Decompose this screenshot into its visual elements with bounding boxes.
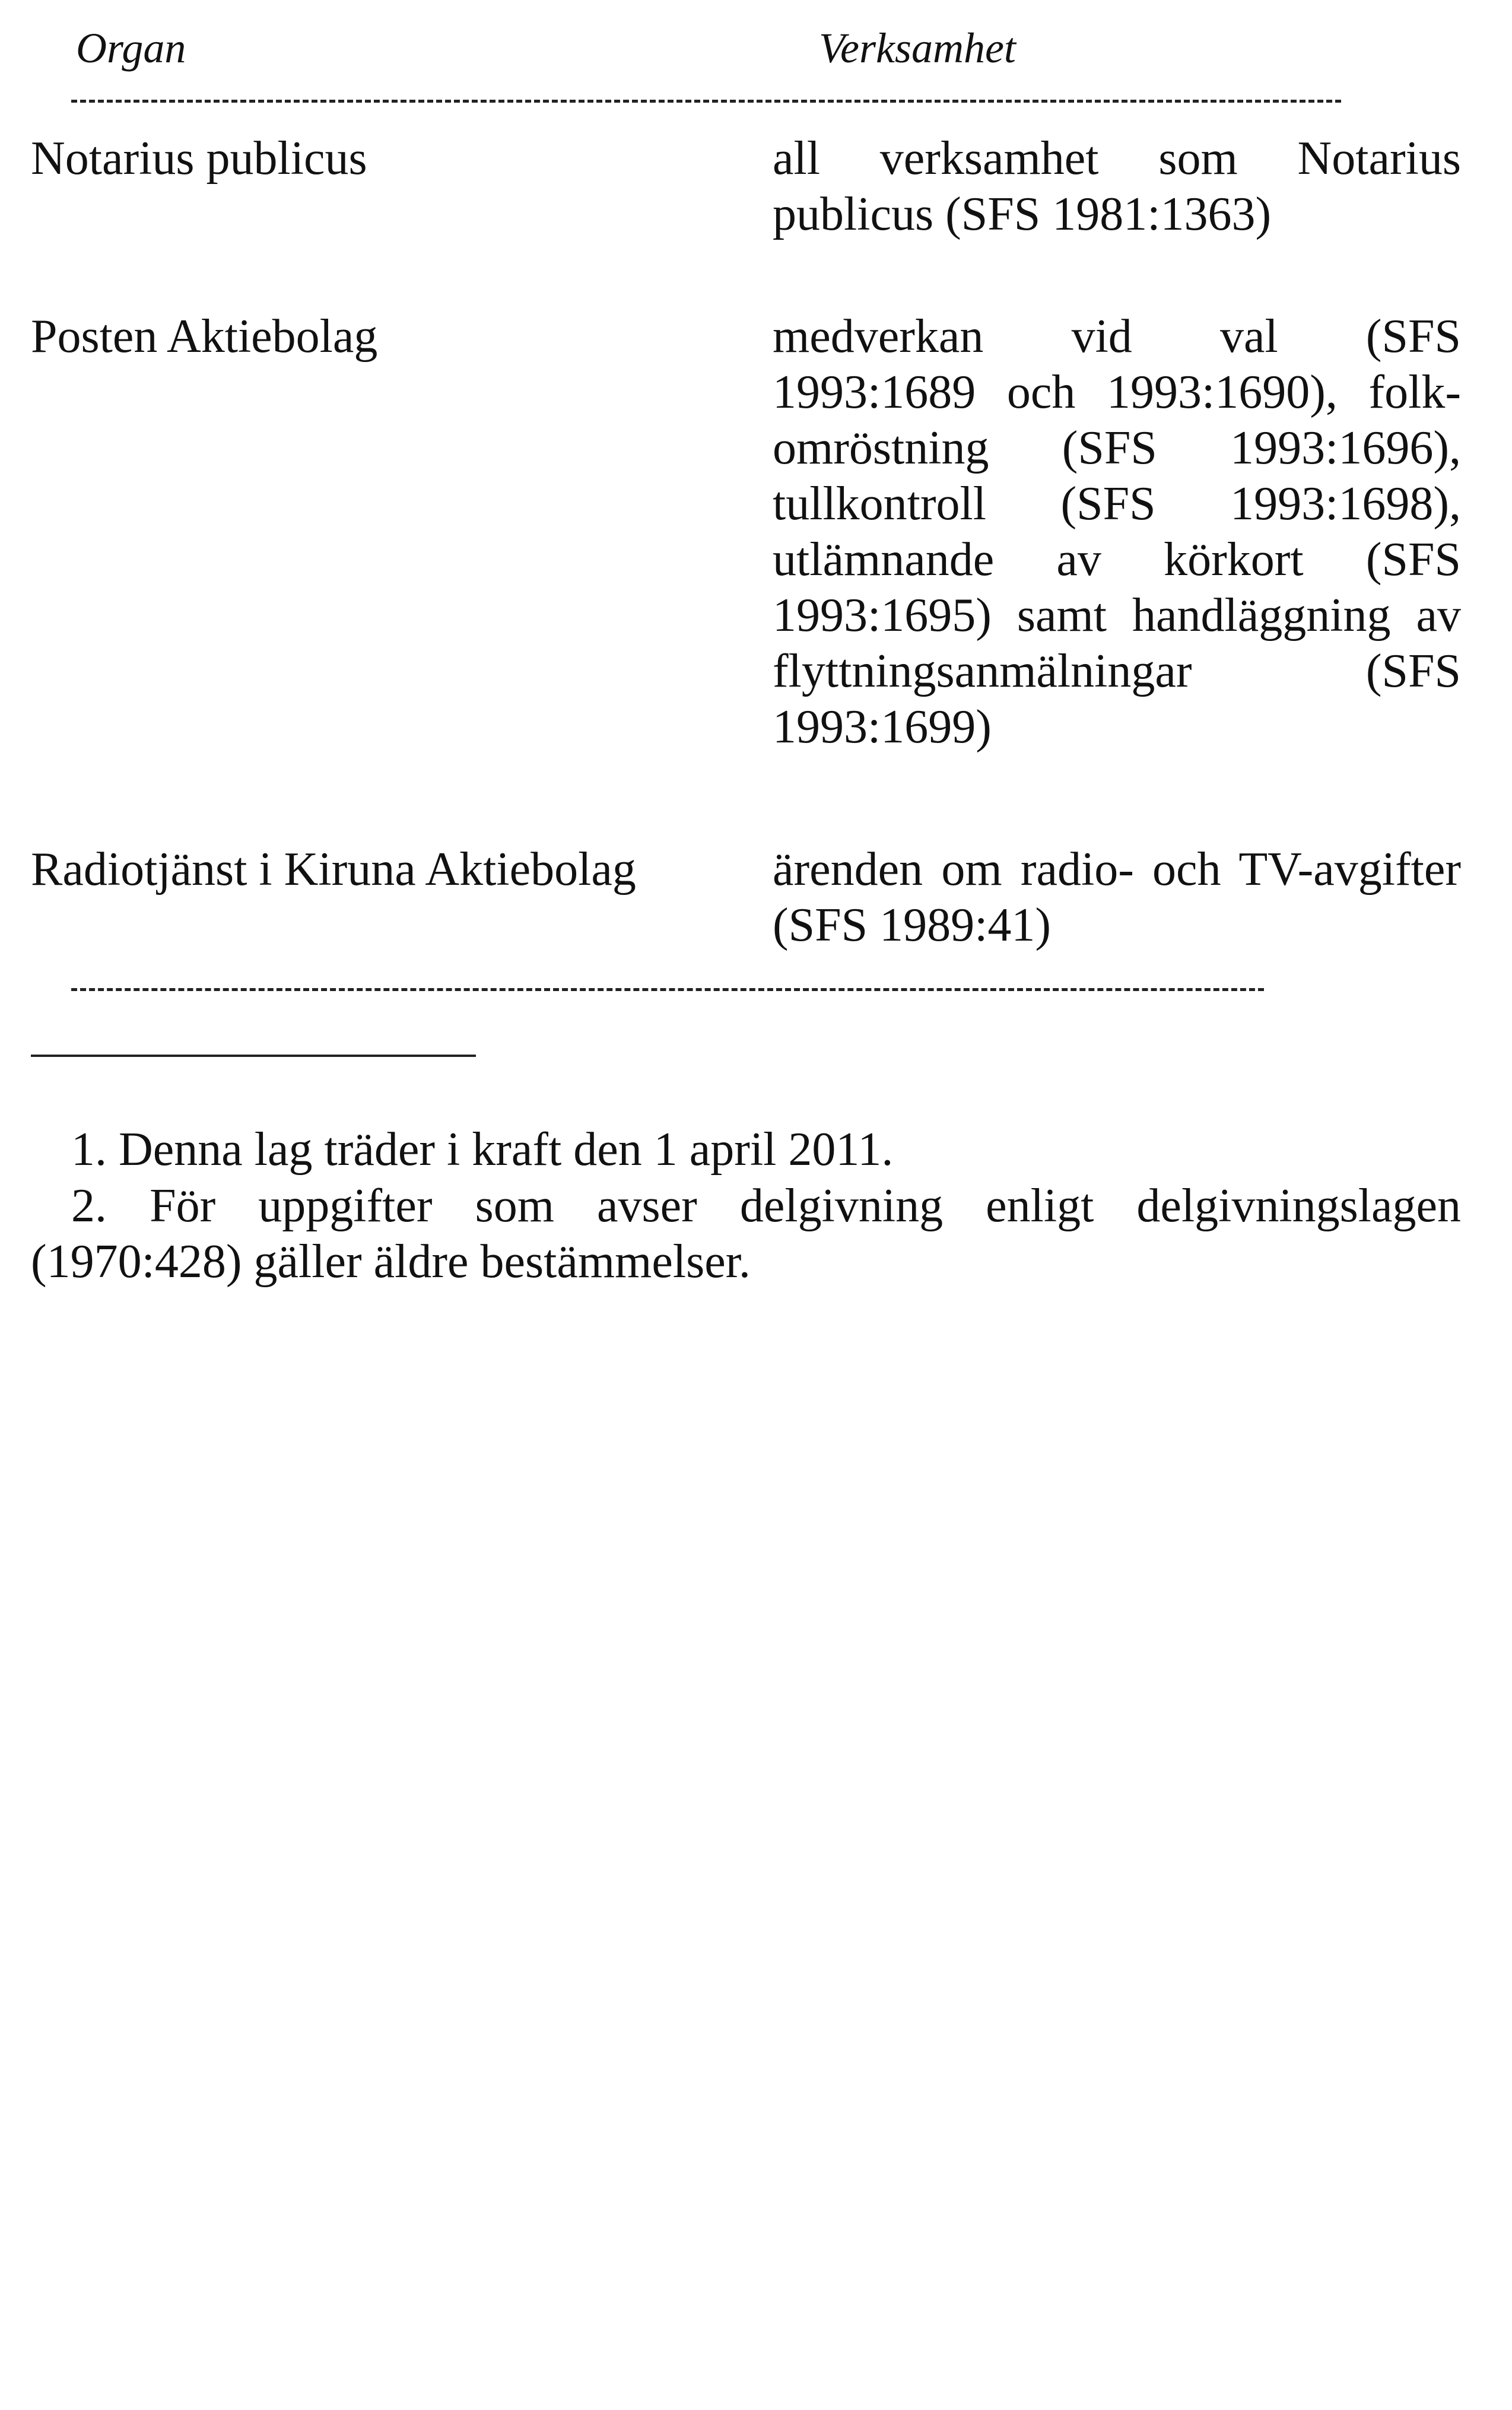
verksamhet-line: tullkontroll (SFS 1993:1698),: [773, 478, 1461, 530]
organ-cell-radiotjanst: Radiotjänst i Kiruna Aktiebolag: [31, 843, 636, 896]
dashed-divider-top: [71, 100, 1341, 103]
verksamhet-line: ärenden om radio- och TV-avgifter: [773, 843, 1461, 896]
verksamhet-line: (SFS 1989:41): [773, 899, 1051, 951]
verksamhet-cell-posten: [773, 309, 1461, 755]
verksamhet-line: all verksamhet som Notarius: [773, 132, 1461, 185]
footnote-2-line-2: (1970:428) gäller äldre bestämmelser.: [31, 1236, 751, 1288]
column-header-organ: Organ: [76, 24, 186, 72]
footnote-2-line-1: 2. För uppgifter som avser delgivning enligt delgivningslagen: [71, 1180, 1461, 1232]
organ-cell-posten: Posten Aktiebolag: [31, 310, 378, 363]
verksamhet-line: publicus (SFS 1981:1363): [773, 188, 1272, 240]
verksamhet-line: medverkan vid val (SFS: [773, 310, 1461, 363]
footnote-2: [31, 1178, 1461, 1290]
verksamhet-line: flyttningsanmälningar (SFS: [773, 645, 1461, 697]
verksamhet-line: 1993:1695) samt handläggning av: [773, 589, 1461, 642]
column-header-verksamhet: Verksamhet: [819, 24, 1016, 72]
verksamhet-cell-notarius: [773, 131, 1461, 242]
verksamhet-line: utlämnande av körkort (SFS: [773, 534, 1461, 586]
footnote-separator: [31, 1055, 476, 1057]
verksamhet-line: 1993:1689 och 1993:1690), folk-: [773, 366, 1461, 418]
verksamhet-line: omröstning (SFS 1993:1696),: [773, 422, 1461, 474]
dashed-divider-bottom: [71, 988, 1264, 991]
verksamhet-line: 1993:1699): [773, 701, 992, 753]
verksamhet-cell-radiotjanst: [773, 842, 1461, 953]
footnote-1: 1. Denna lag träder i kraft den 1 april 2011.: [71, 1123, 894, 1176]
organ-cell-notarius: Notarius publicus: [31, 132, 367, 185]
